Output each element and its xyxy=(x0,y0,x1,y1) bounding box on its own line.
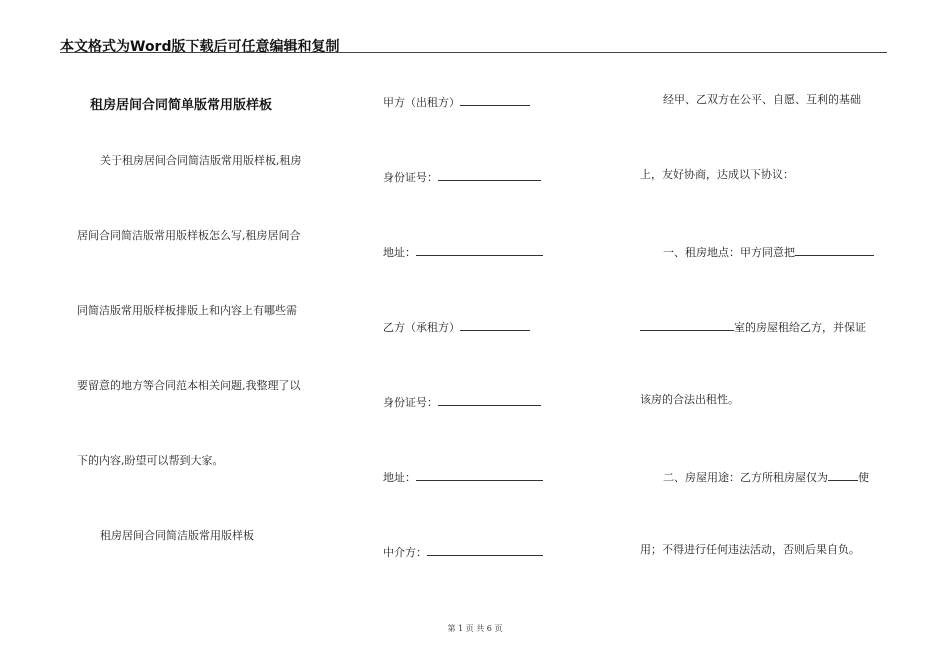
clause-1-label: 一、租房地点：甲方同意把 xyxy=(663,246,795,259)
header-divider xyxy=(60,52,887,53)
id-b-blank xyxy=(438,394,541,406)
address-b-field xyxy=(383,469,543,484)
address-a-blank xyxy=(416,244,543,256)
party-b-label: 乙方（承租方） xyxy=(383,321,460,334)
terms-line-2: 上，友好协商，达成以下协议： xyxy=(640,168,794,181)
id-b-label: 身份证号： xyxy=(383,396,438,409)
clause-1-line xyxy=(663,244,874,259)
clause-2-line xyxy=(663,469,869,484)
clause-2-suffix: 使 xyxy=(858,471,869,484)
intro-line-3: 同简洁版常用版样板排版上和内容上有哪些需 xyxy=(77,304,297,317)
party-a-label: 甲方（出租方） xyxy=(383,96,460,109)
party-b-field xyxy=(383,319,530,334)
id-a-label: 身份证号： xyxy=(383,171,438,184)
address-b-label: 地址： xyxy=(383,471,416,484)
agent-field xyxy=(383,544,543,559)
address-b-blank xyxy=(416,469,543,481)
clause-1-suffix: 室的房屋租给乙方，并保证 xyxy=(734,321,866,334)
contract-subtitle: 租房居间合同简洁版常用版样板 xyxy=(100,529,254,542)
intro-line-2: 居间合同简洁版常用版样板怎么写,租房居间合 xyxy=(77,229,301,242)
usage-blank xyxy=(828,469,858,481)
location-blank xyxy=(795,244,874,256)
agent-label: 中介方： xyxy=(383,546,427,559)
id-b-field xyxy=(383,394,541,409)
page-number: 第 1 页 共 6 页 xyxy=(447,624,503,633)
address-a-field xyxy=(383,244,543,259)
clause-1-continued xyxy=(640,319,866,334)
clause-2-label: 二、房屋用途：乙方所租房屋仅为 xyxy=(663,471,828,484)
intro-line-1: 关于租房居间合同简洁版常用版样板,租房 xyxy=(100,154,302,167)
terms-line-1: 经甲、乙双方在公平、自愿、互利的基础 xyxy=(663,93,861,106)
party-a-blank xyxy=(460,94,530,106)
party-b-blank xyxy=(460,319,530,331)
clause-1-end: 该房的合法出租性。 xyxy=(640,393,739,406)
address-a-label: 地址： xyxy=(383,246,416,259)
document-header: 本文格式为Word版下载后可任意编辑和复制 xyxy=(60,39,340,55)
intro-line-5: 下的内容,盼望可以帮到大家。 xyxy=(77,454,224,467)
id-a-field xyxy=(383,169,541,184)
party-a-field xyxy=(383,94,530,109)
agent-blank xyxy=(427,544,543,556)
id-a-blank xyxy=(438,169,541,181)
intro-line-4: 要留意的地方等合同范本相关问题,我整理了以 xyxy=(77,379,301,392)
clause-2-end: 用；不得进行任何违法活动，否则后果自负。 xyxy=(640,543,860,556)
document-title: 租房居间合同简单版常用版样板 xyxy=(90,98,273,113)
room-blank xyxy=(640,319,734,331)
